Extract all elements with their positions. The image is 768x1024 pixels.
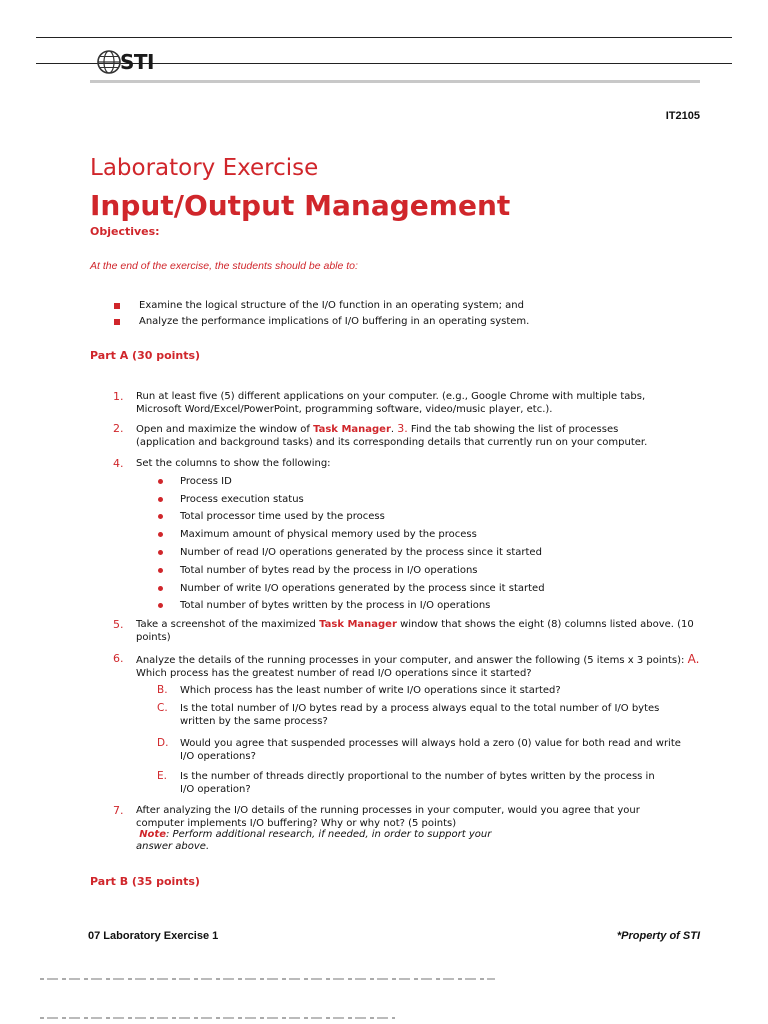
question-text: Which process has the least number of write I/O operations since it started? [180, 685, 561, 696]
step-text: Run at least five (5) different applications on your computer. (e.g., Google Chrome with multiple tabs, Microsoft Word/Excel/PowerPoint, programming software, video/music player, etc.). [136, 391, 646, 415]
task-manager-term: Task Manager [313, 424, 391, 435]
list-item: Total processor time used by the process [158, 511, 385, 522]
bullet-dot-icon [158, 497, 163, 502]
question-text: Is the number of threads directly proportional to the number of bytes written by the process in I/O operation? [180, 771, 655, 795]
logo-text: STI [120, 50, 154, 74]
step-number: 6. [113, 652, 124, 665]
list-item: Total number of bytes written by the process in I/O operations [158, 600, 490, 611]
bullet-dot-icon [158, 514, 163, 519]
globe-icon [96, 49, 122, 75]
step-text: After analyzing the I/O details of the running processes in your computer, would you agree that your computer implements I/O buffering? Why or why not? (5 points) [136, 805, 640, 829]
question-text: Is the total number of I/O bytes read by a process always equal to the total number of I/O bytes written by the same process? [180, 703, 660, 727]
footer-right: *Property of STI [616, 930, 700, 942]
bullet-dot-icon [158, 532, 163, 537]
list-item: Number of write I/O operations generated by the process since it started [158, 583, 545, 594]
course-code: IT2105 [665, 110, 700, 122]
question-letter: D. [157, 737, 169, 749]
question-letter: E. [157, 770, 167, 782]
part-a-heading: Part A (30 points) [90, 349, 201, 362]
bullet-dot-icon [158, 586, 163, 591]
task-manager-term: Task Manager [319, 619, 397, 630]
doc-subtitle: Input/Output Management [90, 189, 511, 222]
top-rule [36, 37, 732, 38]
question-letter: A. [687, 652, 700, 666]
bullet-dot-icon [158, 479, 163, 484]
list-item: Process ID [158, 476, 232, 487]
list-item: Number of read I/O operations generated by the process since it started [158, 547, 542, 558]
bullet-dot-icon [158, 568, 163, 573]
bullet-dot-icon [158, 603, 163, 608]
question-text: Would you agree that suspended processes will always hold a zero (0) value for both read and write I/O operations? [180, 738, 681, 762]
step-number: 7. [113, 804, 124, 817]
step-number-inline: 3. [397, 422, 408, 435]
step-text: Set the columns to show the following: [136, 458, 331, 469]
step-text: Analyze the details of the running processes in your computer, and answer the following (5 items x 3 points): A. Which process has the greatest number of read I/O operations since it started? [136, 652, 700, 679]
question-letter: C. [157, 702, 168, 714]
step-number: 1. [113, 390, 124, 403]
square-bullet-icon [114, 319, 120, 325]
list-item: Total number of bytes read by the process in I/O operations [158, 565, 478, 576]
objectives-intro: At the end of the exercise, the students should be able to: [90, 260, 358, 272]
part-b-heading: Part B (35 points) [90, 875, 200, 888]
step-number: 4. [113, 457, 124, 470]
note: Note: Perform additional research, if needed, in order to support your answer above. [136, 829, 492, 852]
scan-artifact [40, 978, 495, 980]
question-letter: B. [157, 684, 168, 696]
square-bullet-icon [114, 303, 120, 309]
note-label: Note [139, 829, 166, 840]
footer-left: 07 Laboratory Exercise 1 [88, 930, 219, 942]
doc-title: Laboratory Exercise [90, 155, 319, 181]
step-text: Open and maximize the window of Task Manager. 3. Find the tab showing the list of processes (application and background tasks) and its corresponding details that currently run on your computer. [136, 422, 648, 448]
step-text: Take a screenshot of the maximized Task Manager window that shows the eight (8) columns listed above. (10 points) [136, 619, 694, 643]
scan-artifact [40, 1017, 395, 1019]
bullet-dot-icon [158, 550, 163, 555]
objectives-heading: Objectives: [90, 225, 160, 238]
sti-logo [96, 49, 154, 75]
objective-item: Analyze the performance implications of I/O buffering in an operating system. [114, 316, 529, 327]
list-item: Process execution status [158, 494, 304, 505]
step-number: 5. [113, 618, 124, 631]
list-item: Maximum amount of physical memory used by the process [158, 529, 477, 540]
logo-underline [90, 80, 700, 83]
objective-item: Examine the logical structure of the I/O function in an operating system; and [114, 300, 524, 311]
step-number: 2. [113, 422, 124, 435]
